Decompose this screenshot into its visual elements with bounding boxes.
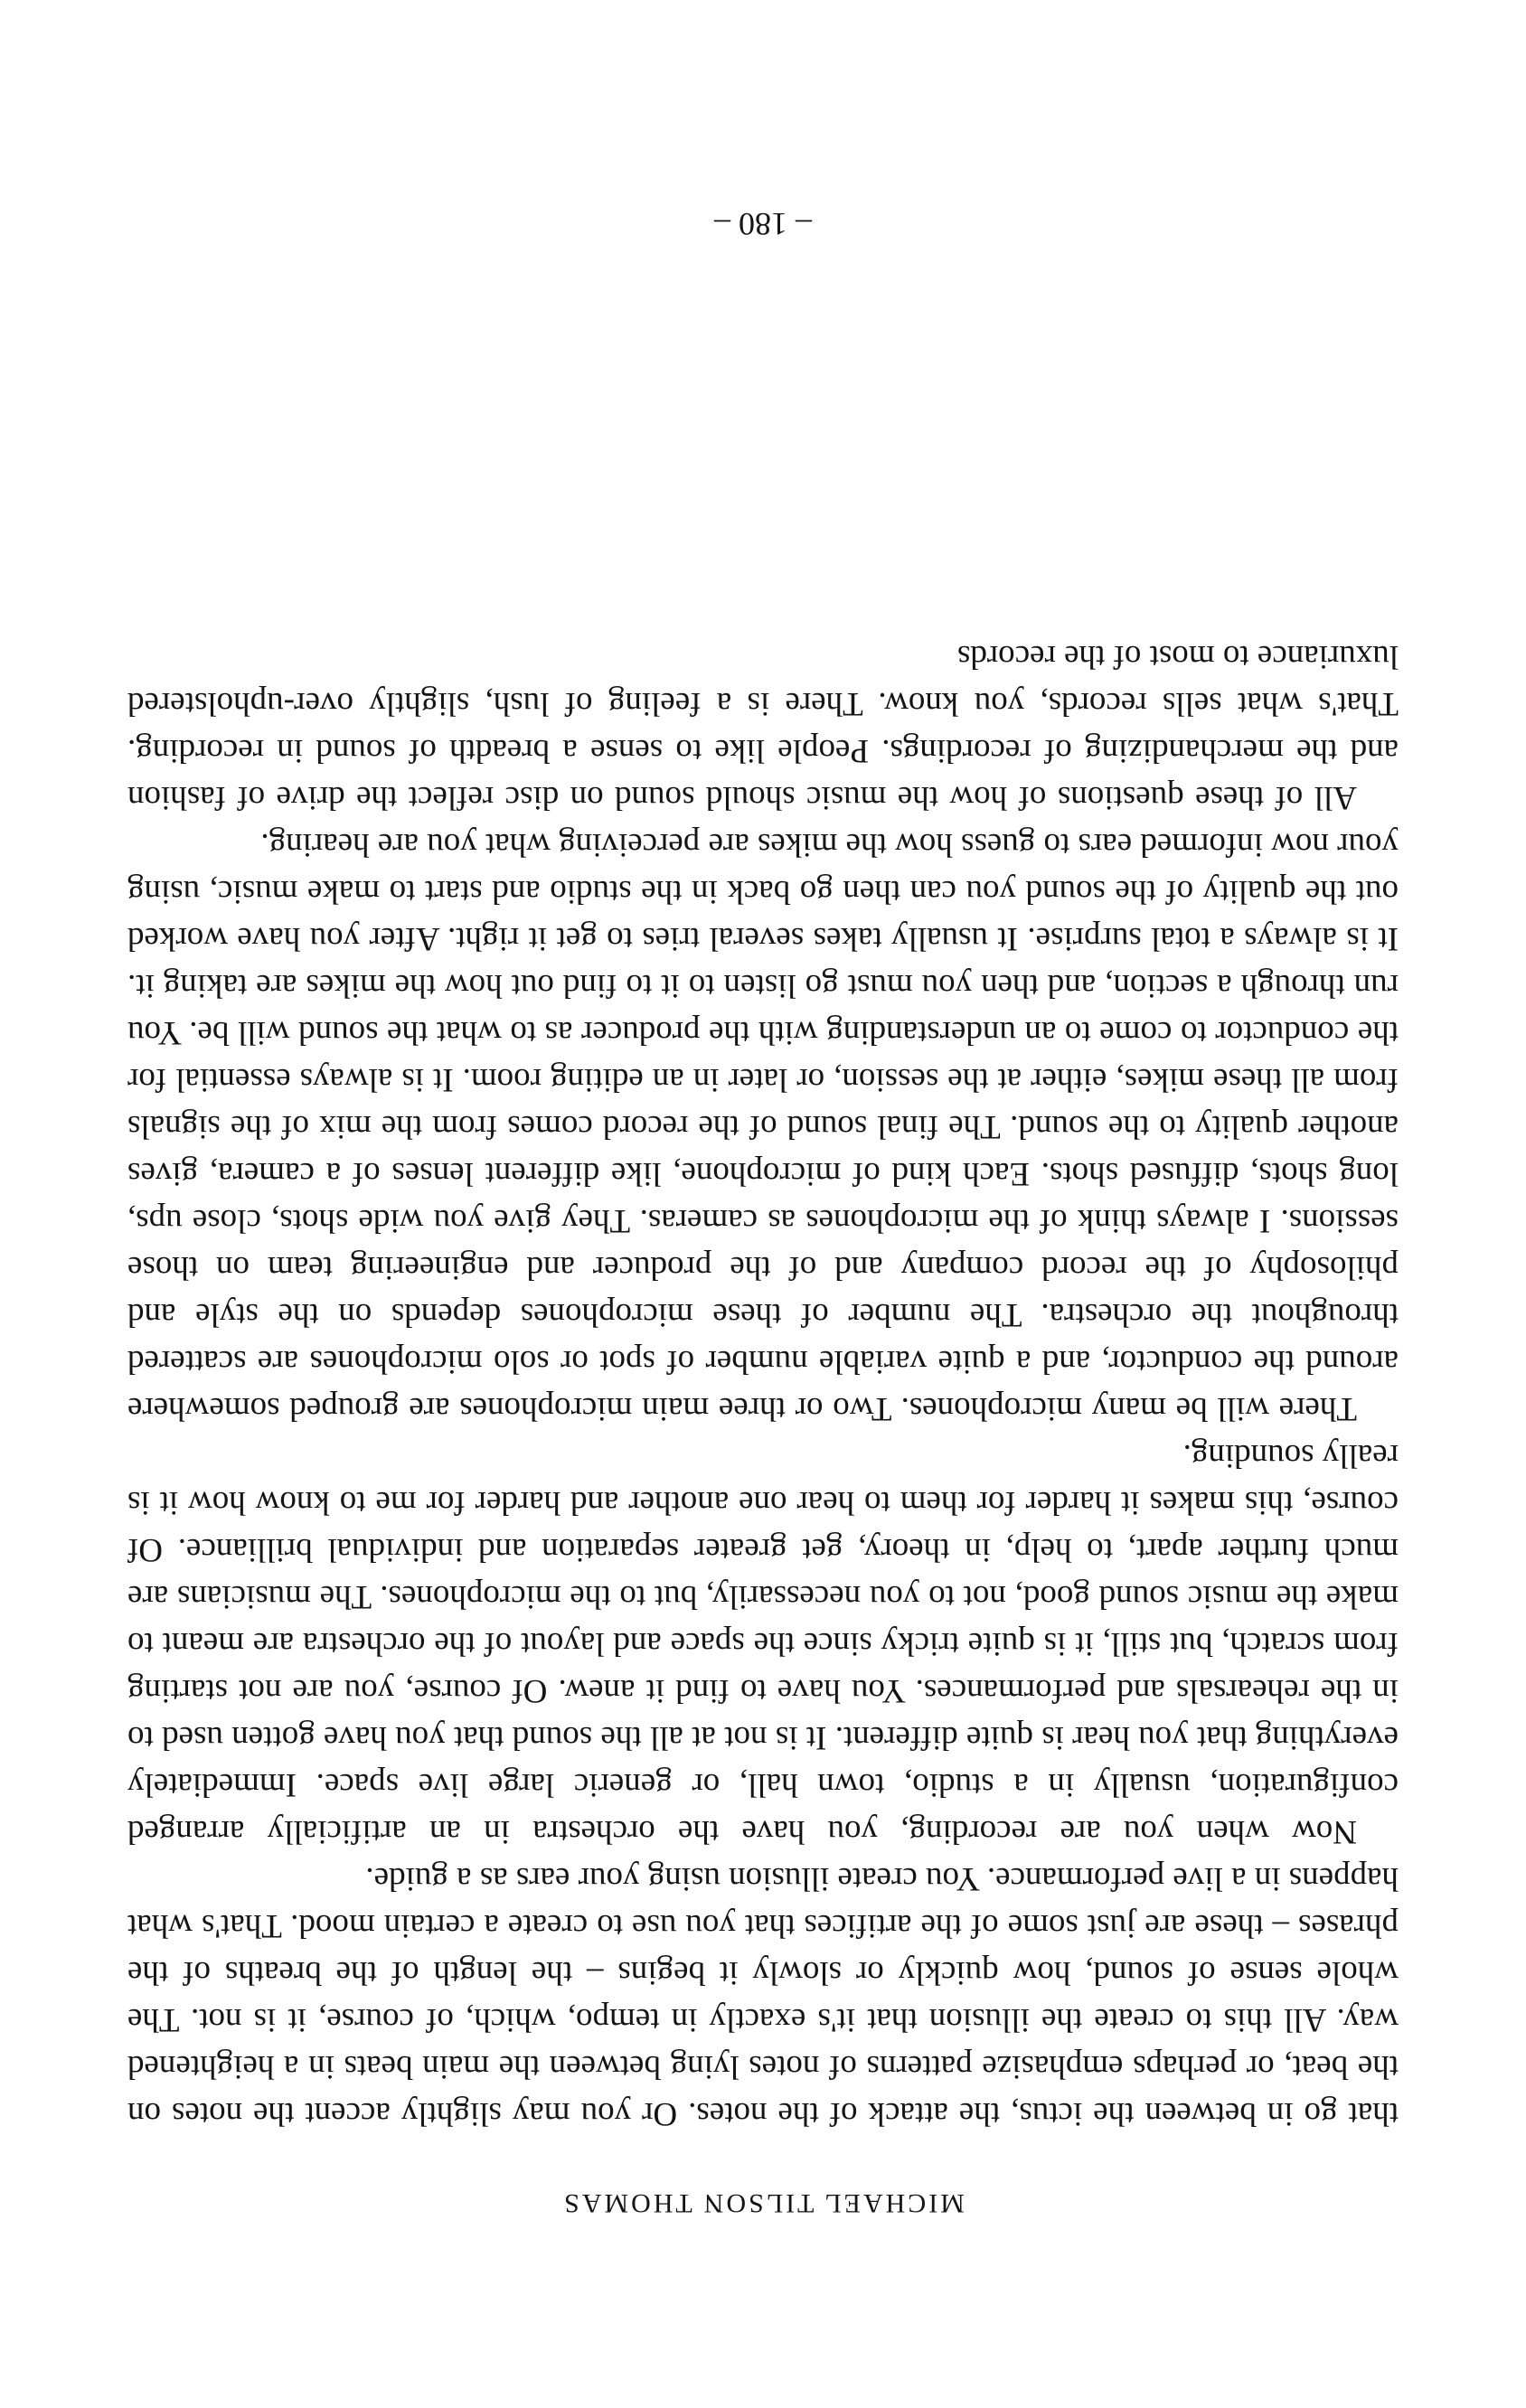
running-head: MICHAEL TILSON THOMAS	[561, 2188, 965, 2218]
paragraph-3: There will be many microphones. Two or three main microphones are grouped somewhere around the conductor, and a quite variable number of spot or solo microphones are scattered throughout the orchestra. The number of these microphones depends on the style and philosophy of the record company and of the producer and engineering team on those sessions. I always think of the microphones as cameras. They give you wide shots, close ups, long shots, diffused shots. Each kind of microphone, like different lenses of a camera, gives another quality to the sound. The final sound of the record comes from the mix of the signals from all these mikes, either at the session, or later in an editing room. It is always essential for the conductor to come to an understanding with the producer as to what the sound will be. You run through a section, and then you must go listen to it to find out how the mikes are taking it. It is always a total surprise. It usually takes several tries to get it right. After you have worked out the quality of the sound you can then go back in the studio and start to make music, using your now informed ears to guess how the mikes are perceiving what you are hearing.	[127, 826, 1399, 1427]
paragraph-2: Now when you are recording, you have the orchestra in an artificially arranged configuration, usually in a studio, town hall, or generic large live space. Immediately everything that you hear is quite different. It is not at all the sound that you have gotten used to in the rehearsals and performances. You have to find it anew. Of course, you are not starting from scratch, but still, it is quite tricky since the space and layout of the orchestra are meant to make the music sound good, not to you necessarily, but to the microphones. The musicians are much further apart, to help, in theory, get greater separation and individual brilliance. Of course, this makes it harder for them to hear one another and harder for me to know how it is really sounding.	[127, 1437, 1399, 1850]
paragraph-4: All of these questions of how the music should sound on disc reflect the drive of fashion and the merchandizing of recordings. People like to sense a breadth of sound in recording. That's what sells records, you know. There is a feeling of lush, slightly over-upholstered luxuriance to most of the records	[127, 638, 1399, 816]
page-number: – 180 –	[714, 206, 812, 242]
paragraph-1: that go in between the ictus, the attack of the notes. Or you may slightly accent the notes on the beat, or perhaps emphasize patterns of notes lying between the main beats in a heightened way. All this to create the illusion that it's exactly in tempo, which, of course, it is not. The whole sense of sound, how quickly or slowly it begins – the length of the breaths of the phrases – these are just some of the artifices that you use to create a certain mood. That's what happens in a live performance. You create illusion using your ears as a guide.	[127, 1860, 1399, 2132]
body-text	[127, 633, 1399, 2137]
